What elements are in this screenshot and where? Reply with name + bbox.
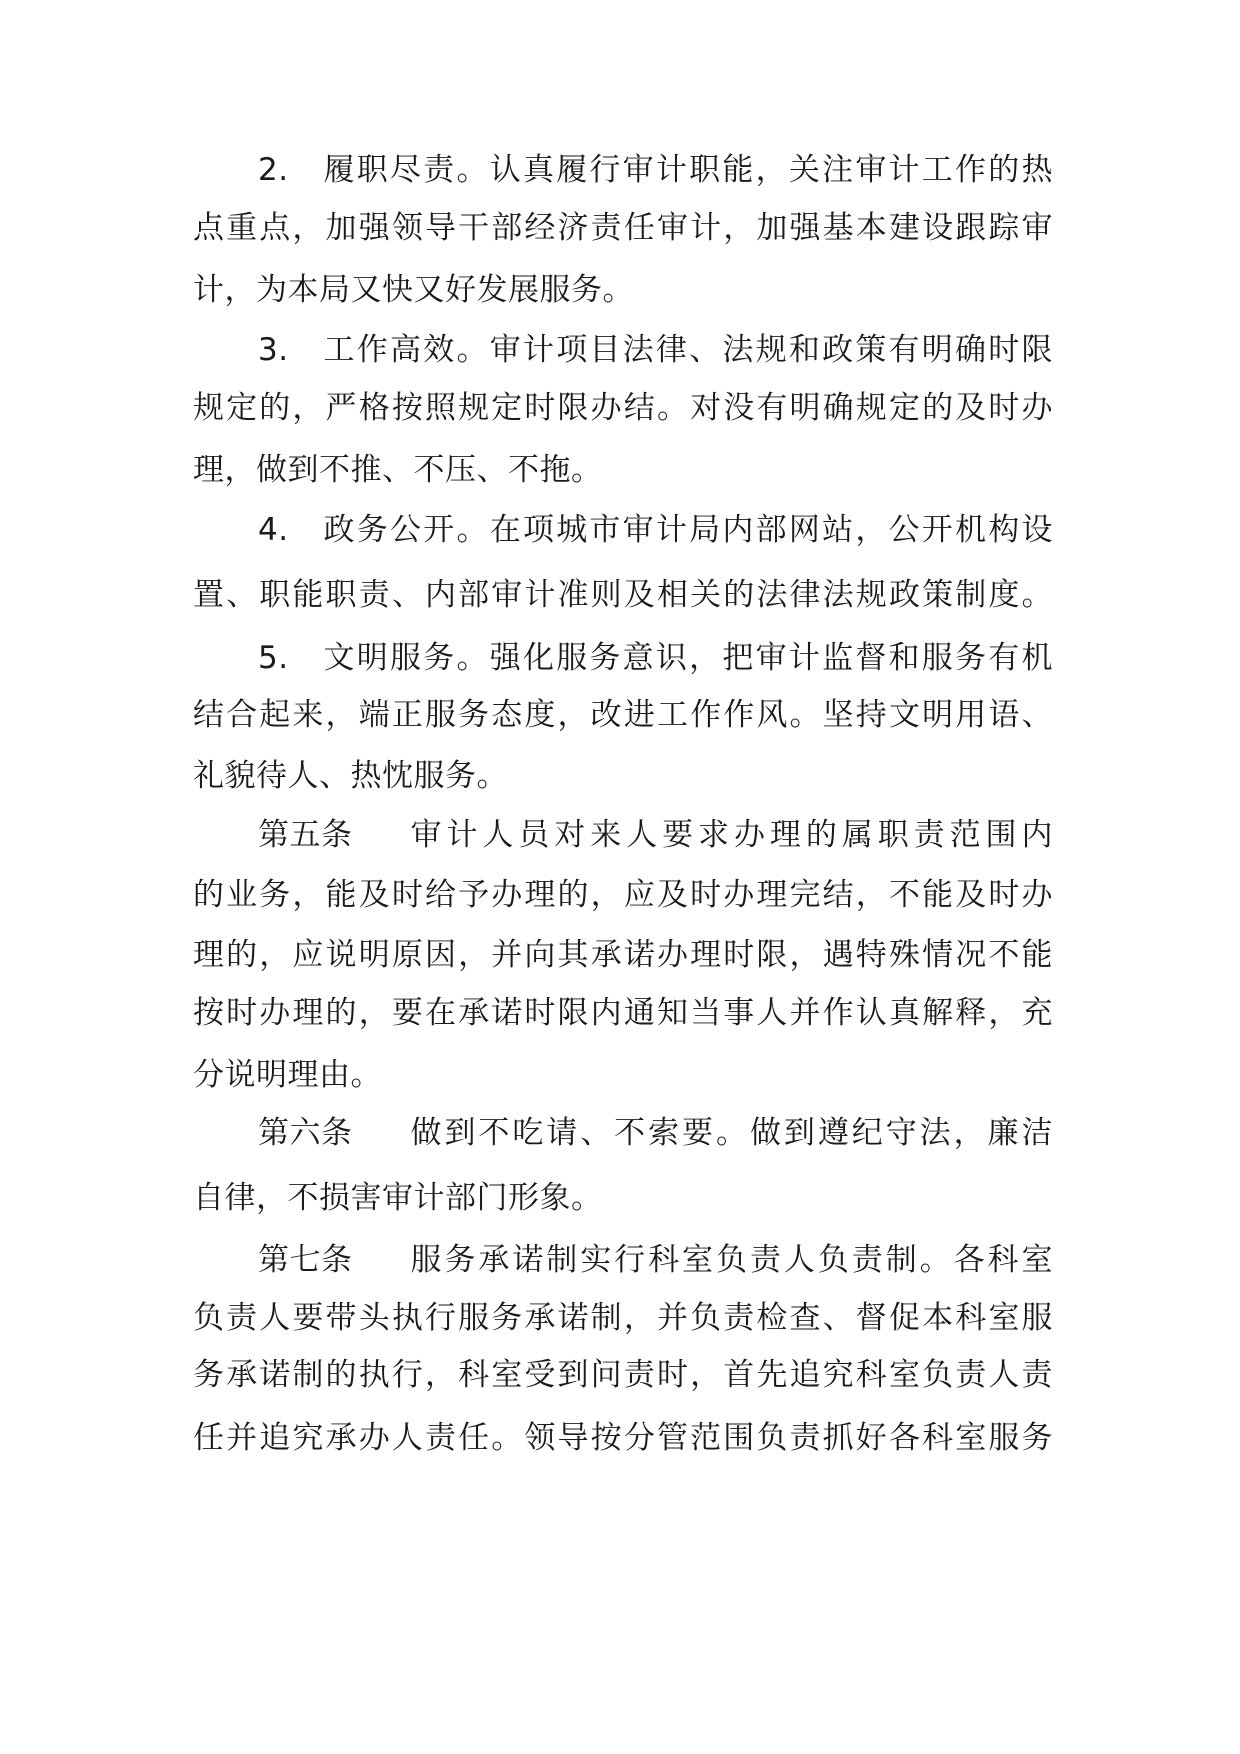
- article-6-line-2: 自律，不损害审计部门形象。: [193, 1180, 603, 1216]
- article-6-text: 做到不吃请、不索要。做到遵纪守法，廉洁: [410, 1115, 1053, 1151]
- paragraph-2-line-1: 2. 履职尽责。认真履行审计职能，关注审计工作的热: [258, 152, 1053, 188]
- article-5-line-3: 理的，应说明原因，并向其承诺办理时限，遇特殊情况不能: [193, 937, 1053, 973]
- paragraph-4-line-2: 置、职能职责、内部审计准则及相关的法律法规政策制度。: [193, 577, 1053, 613]
- article-7-line-3: 务承诺制的执行，科室受到问责时，首先追究科室负责人责: [193, 1357, 1053, 1393]
- paragraph-2-line-3: 计，为本局又快又好发展服务。: [193, 272, 634, 308]
- paragraph-4-line-1: 4. 政务公开。在项城市审计局内部网站，公开机构设: [258, 512, 1053, 548]
- article-7-text: 服务承诺制实行科室负责人负责制。各科室: [410, 1242, 1053, 1278]
- article-gap: [353, 1240, 411, 1280]
- paragraph-5-line-3: 礼貌待人、热忱服务。: [193, 758, 508, 794]
- article-6-heading: 第六条: [258, 1115, 353, 1151]
- article-gap: [353, 1113, 411, 1153]
- paragraph-2-line-2: 点重点，加强领导干部经济责任审计，加强基本建设跟踪审: [193, 210, 1053, 246]
- article-6-line-1: [258, 1113, 1053, 1153]
- article-7-line-4: 任并追究承办人责任。领导按分管范围负责抓好各科室服务: [193, 1420, 1053, 1456]
- article-5-line-2: 的业务，能及时给予办理的，应及时办理完结，不能及时办: [193, 877, 1053, 913]
- article-7-line-1: [258, 1240, 1053, 1280]
- article-5-text: 审计人员对来人要求办理的属职责范围内: [410, 817, 1053, 853]
- article-gap: [353, 815, 411, 855]
- article-5-heading: 第五条: [258, 817, 353, 853]
- paragraph-3-line-2: 规定的，严格按照规定时限办结。对没有明确规定的及时办: [193, 390, 1053, 426]
- article-5-line-4: 按时办理的，要在承诺时限内通知当事人并作认真解释，充: [193, 995, 1053, 1031]
- paragraph-3-line-3: 理，做到不推、不压、不拖。: [193, 452, 603, 488]
- article-5-line-5: 分说明理由。: [193, 1057, 382, 1093]
- paragraph-5-line-1: 5. 文明服务。强化服务意识，把审计监督和服务有机: [258, 640, 1053, 676]
- article-7-heading: 第七条: [258, 1242, 353, 1278]
- paragraph-5-line-2: 结合起来，端正服务态度，改进工作作风。坚持文明用语、: [193, 697, 1053, 733]
- article-5-line-1: [258, 815, 1053, 855]
- paragraph-3-line-1: 3. 工作高效。审计项目法律、法规和政策有明确时限: [258, 332, 1053, 368]
- article-7-line-2: 负责人要带头执行服务承诺制，并负责检查、督促本科室服: [193, 1300, 1053, 1336]
